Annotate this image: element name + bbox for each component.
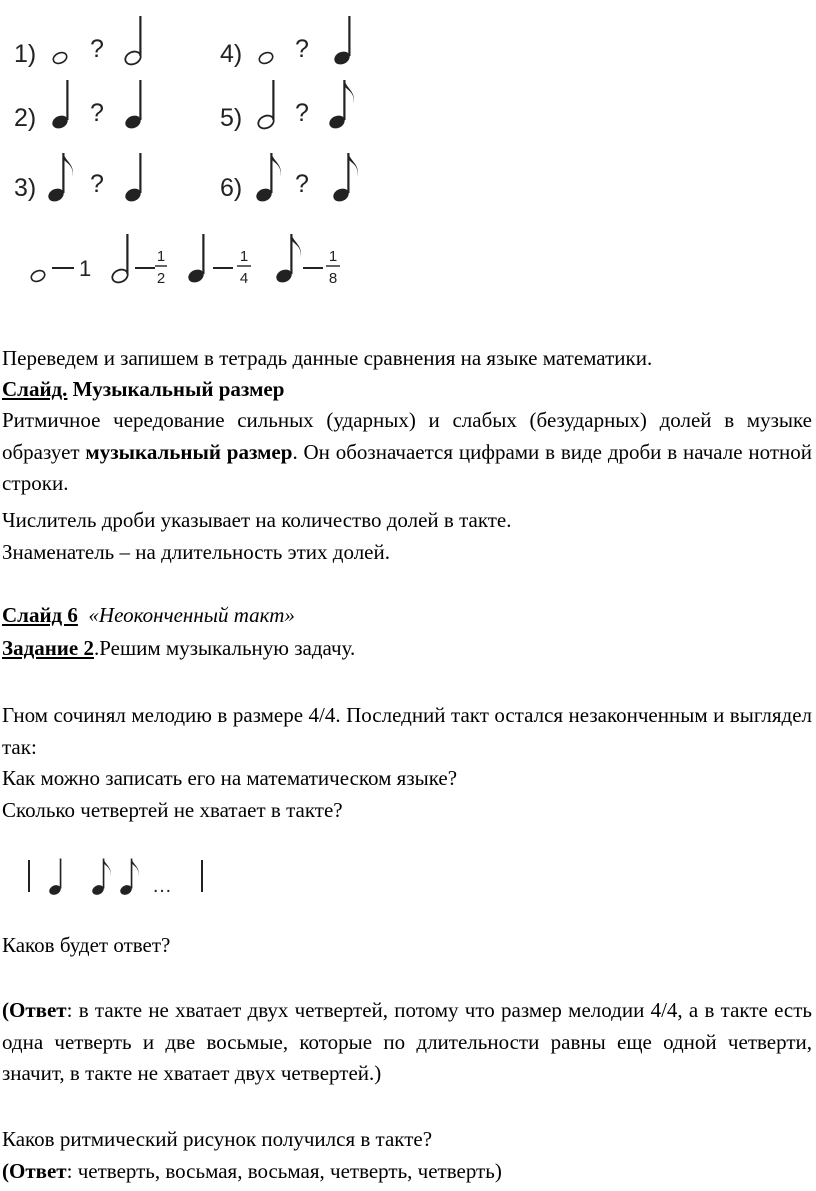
paragraph-answer-1 xyxy=(2,995,812,1090)
quarter-note-icon xyxy=(123,153,143,204)
text-run: ( xyxy=(2,998,9,1022)
half-note-icon xyxy=(256,80,276,131)
question-mark: ? xyxy=(90,35,104,63)
paragraph-rhythm-question: Каков ритмический рисунок получился в такте? xyxy=(2,1127,433,1151)
paragraph-question-quarters: Сколько четвертей не хватает в такте? xyxy=(2,798,343,822)
unfinished-bar-figure xyxy=(0,830,240,922)
pair-label: 5) xyxy=(220,104,243,132)
paragraph-numerator: Числитель дроби указывает на количество долей в такте. xyxy=(2,508,512,532)
task-text: .Решим музыкальную задачу. xyxy=(93,636,356,660)
pair-label: 3) xyxy=(14,174,37,202)
quarter-note-icon xyxy=(186,234,206,285)
legend-denominator: 8 xyxy=(328,270,338,287)
paragraph-meter-definition xyxy=(2,405,812,500)
legend-numerator: 1 xyxy=(239,248,249,265)
eighth-note-icon xyxy=(119,859,139,897)
half-note-icon xyxy=(110,234,130,285)
eighth-note-icon xyxy=(91,859,111,897)
legend-numerator: 1 xyxy=(156,248,166,265)
slide-title: «Неоконченный такт» xyxy=(88,603,295,627)
text-run: Ритмичное чередование сильных (ударных) и слабых (безударных) долей в музыке образует xyxy=(2,408,812,464)
bold-term: музыкальный размер xyxy=(85,439,293,464)
note-comparison-svg xyxy=(0,0,380,300)
quarter-note-icon xyxy=(48,859,63,897)
text-run: ( xyxy=(2,1159,9,1183)
whole-note-icon xyxy=(258,51,275,66)
whole-note-icon xyxy=(52,51,69,66)
quarter-note-icon xyxy=(332,16,352,67)
note-comparison-figure xyxy=(0,0,380,300)
paragraph-denominator: Знаменатель – на длительность этих долей. xyxy=(2,540,390,564)
eighth-note-icon xyxy=(254,153,281,204)
eighth-note-icon xyxy=(331,153,358,204)
unfinished-bar-svg xyxy=(0,830,240,922)
text-run: . Он обозначается цифрами в виде дроби в начале нотной строки. xyxy=(2,439,812,495)
answer-text: : четверть, восьмая, восьмая, четверть, четверть) xyxy=(66,1159,502,1183)
question-mark: ? xyxy=(90,170,104,198)
slide-label: Слайд 6 xyxy=(2,603,78,627)
legend-denominator: 2 xyxy=(156,270,166,287)
slide-heading-unfinished-bar xyxy=(2,600,295,630)
legend-denominator: 4 xyxy=(239,270,249,287)
question-mark: ? xyxy=(295,35,309,63)
task-label: Задание 2 xyxy=(2,636,94,660)
eighth-note-icon xyxy=(327,80,354,131)
task-heading xyxy=(2,633,355,663)
answer-label: Ответ xyxy=(9,1159,67,1183)
pair-label: 4) xyxy=(220,40,243,68)
pair-label: 6) xyxy=(220,174,243,202)
answer-text: : в такте не хватает двух четвертей, потому что размер мелодии 4/4, а в такте есть одна четверть и две восьмые, которые по длительности равны еще одной четверти, значит, в такте не хватает двух четвертей.) xyxy=(2,998,812,1085)
paragraph-gnome-melody: Гном сочинял мелодию в размере 4/4. Последний такт остался незаконченным и выглядел так: xyxy=(2,703,812,759)
quarter-note-icon xyxy=(50,80,70,131)
slide-title: Музыкальный размер xyxy=(72,377,285,401)
paragraph-question-math: Как можно записать его на математическом языке? xyxy=(2,766,458,790)
legend-value: 1 xyxy=(79,256,92,281)
half-note-icon xyxy=(123,16,143,67)
whole-note-icon xyxy=(30,269,47,284)
slide-label: Слайд. xyxy=(2,377,68,401)
question-mark: ? xyxy=(90,99,104,127)
eighth-note-icon xyxy=(46,153,73,204)
slide-heading-meter xyxy=(2,374,284,404)
ellipsis: … xyxy=(152,875,172,897)
question-mark: ? xyxy=(295,170,309,198)
legend-numerator: 1 xyxy=(328,248,338,265)
paragraph-what-answer: Каков будет ответ? xyxy=(2,933,171,957)
answer-label: Ответ xyxy=(9,998,67,1022)
question-mark: ? xyxy=(295,99,309,127)
pair-label: 2) xyxy=(14,104,37,132)
quarter-note-icon xyxy=(123,80,143,131)
paragraph-math-comparison: Переведем и запишем в тетрадь данные сравнения на языке математики. xyxy=(2,346,653,370)
pair-label: 1) xyxy=(14,40,37,68)
paragraph-answer-2 xyxy=(2,1156,502,1186)
eighth-note-icon xyxy=(274,234,301,285)
